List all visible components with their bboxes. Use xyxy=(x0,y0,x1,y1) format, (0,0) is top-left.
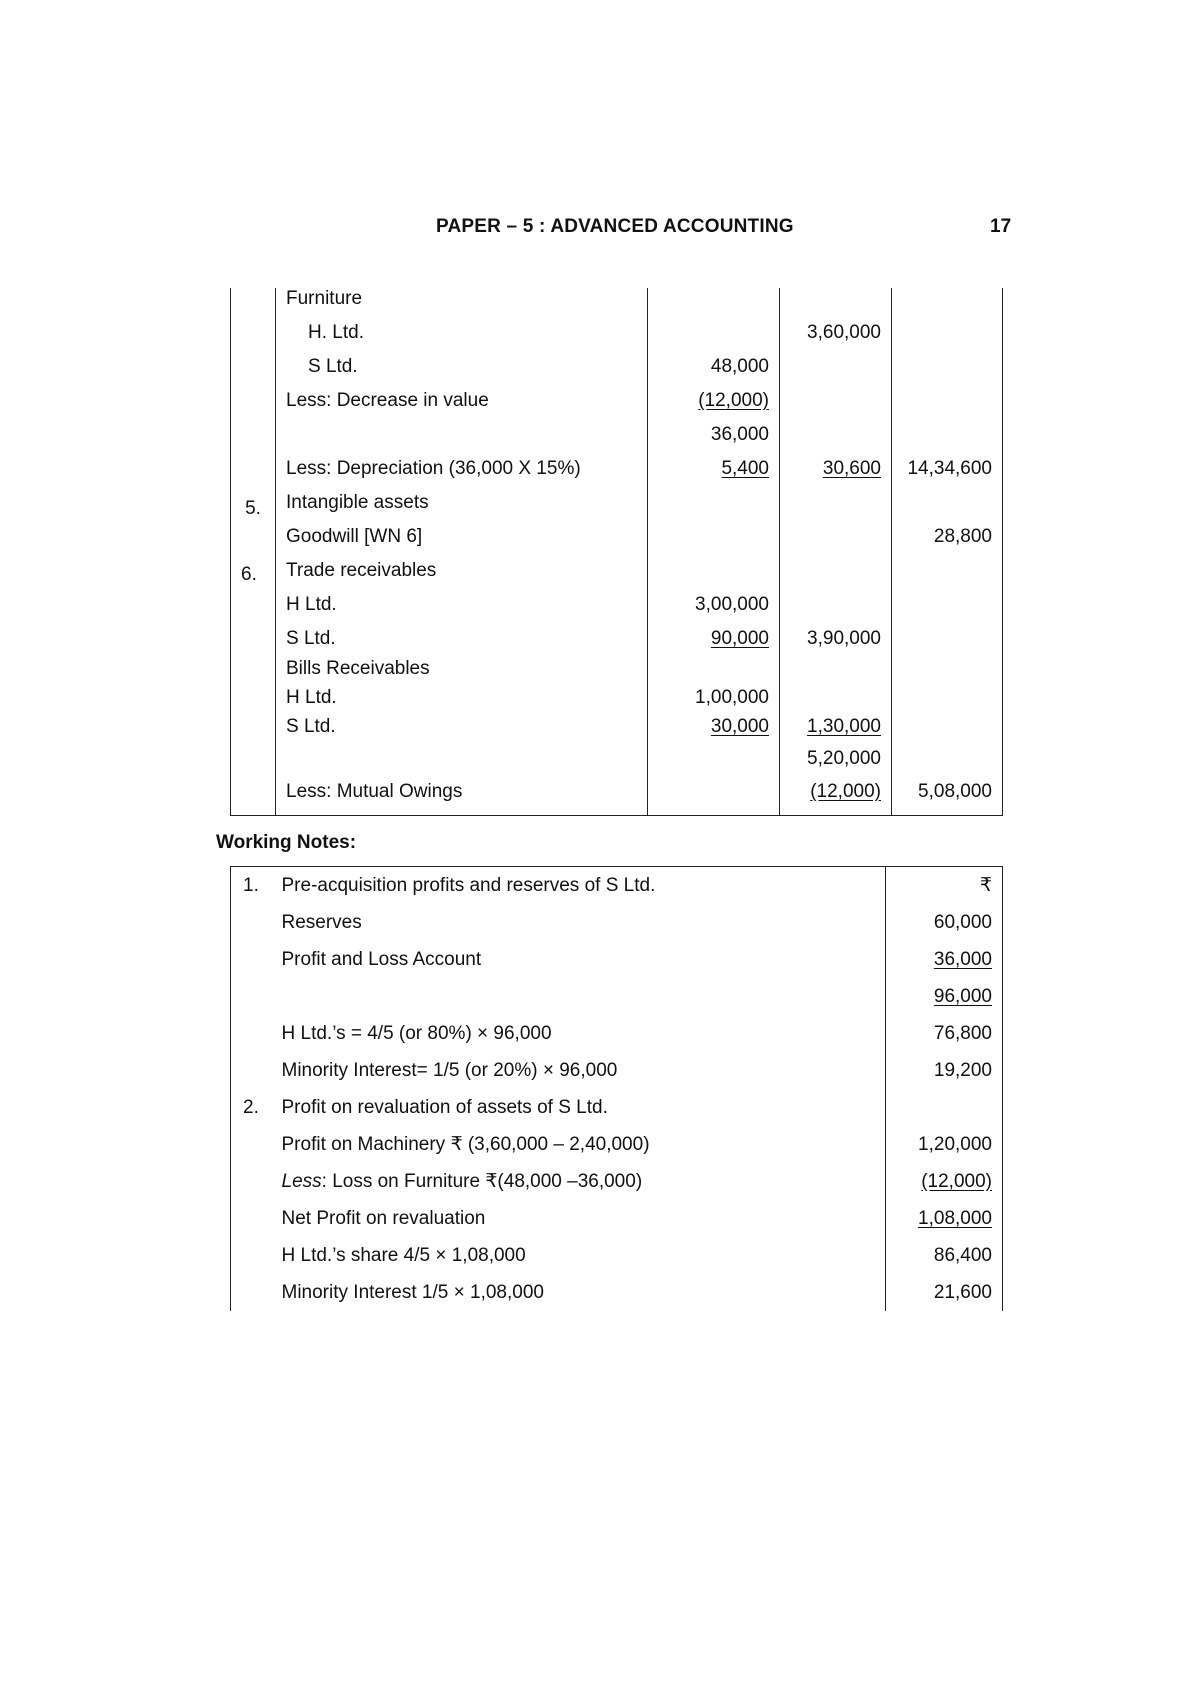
note-number: 1. xyxy=(231,867,282,905)
row-number xyxy=(231,748,276,781)
table-row xyxy=(231,978,1003,1015)
table-row xyxy=(231,1200,1003,1237)
table-row xyxy=(231,526,1003,560)
row-number: 6. xyxy=(231,560,276,594)
note-number xyxy=(231,1015,282,1052)
amount-col-1: 30,000 xyxy=(648,716,780,748)
row-label: Furniture xyxy=(276,288,648,322)
row-label: Less: Depreciation (36,000 X 15%) xyxy=(276,458,648,492)
amount-col-1 xyxy=(648,288,780,322)
row-label: S Ltd. xyxy=(276,356,648,390)
row-label: H Ltd. xyxy=(276,687,648,716)
amount-col-2 xyxy=(780,356,892,390)
table-row xyxy=(231,1089,1003,1126)
note-number xyxy=(231,904,282,941)
note-number xyxy=(231,1237,282,1274)
amount-col-2: 5,20,000 xyxy=(780,748,892,781)
note-label xyxy=(282,1163,886,1200)
note-label: H Ltd.’s = 4/5 (or 80%) × 96,000 xyxy=(281,1022,552,1044)
note-label: Minority Interest= 1/5 (or 20%) × 96,000 xyxy=(281,1059,618,1081)
page-number: 17 xyxy=(990,216,1012,237)
table-row xyxy=(231,288,1003,322)
amount-col-3 xyxy=(892,658,1003,687)
row-number xyxy=(231,458,276,492)
amount-col-1: 1,00,000 xyxy=(648,687,780,716)
note-number xyxy=(231,978,282,1015)
note-label: Pre-acquisition profits and reserves of S Ltd. xyxy=(282,867,886,905)
amount-col-2: 1,30,000 xyxy=(780,716,892,748)
note-amount: 1,20,000 xyxy=(886,1126,1003,1163)
row-number xyxy=(231,356,276,390)
table-row xyxy=(231,867,1003,905)
amount-col-1 xyxy=(648,492,780,526)
amount-col-2 xyxy=(780,390,892,424)
amount-col-1 xyxy=(648,322,780,356)
note-number xyxy=(231,1126,282,1163)
amount-col-3 xyxy=(892,492,1003,526)
note-amount: 76,800 xyxy=(886,1015,1003,1052)
table-row xyxy=(231,356,1003,390)
amount-col-2 xyxy=(780,560,892,594)
row-label: Bills Receivables xyxy=(276,658,648,687)
note-amount: 96,000 xyxy=(886,978,1003,1015)
amount-col-3 xyxy=(892,687,1003,716)
table-row xyxy=(231,390,1003,424)
amount-col-2: 30,600 xyxy=(780,458,892,492)
table-row xyxy=(231,658,1003,687)
amount-col-3: 14,34,600 xyxy=(892,458,1003,492)
table-row xyxy=(231,594,1003,628)
table-row xyxy=(231,941,1003,978)
note-number xyxy=(231,1200,282,1237)
amount-col-3 xyxy=(892,356,1003,390)
row-label: Trade receivables xyxy=(276,560,648,594)
table-row xyxy=(231,748,1003,781)
amount-col-2 xyxy=(780,424,892,458)
amount-col-1: (12,000) xyxy=(648,390,780,424)
row-label: H Ltd. xyxy=(276,594,648,628)
note-number xyxy=(231,1274,282,1311)
note-label: H Ltd.’s share 4/5 × 1,08,000 xyxy=(281,1244,526,1266)
amount-col-2: (12,000) xyxy=(780,781,892,815)
working-notes-heading: Working Notes: xyxy=(216,832,357,853)
note-amount: 86,400 xyxy=(886,1237,1003,1274)
note-number: 2. xyxy=(231,1089,282,1126)
table-row xyxy=(231,1237,1003,1274)
table-row xyxy=(231,1274,1003,1311)
row-label: Intangible assets xyxy=(276,492,648,526)
table-row xyxy=(231,904,1003,941)
note-amount: 19,200 xyxy=(886,1052,1003,1089)
amount-col-3: 28,800 xyxy=(892,526,1003,560)
row-number xyxy=(231,526,276,560)
amount-col-1 xyxy=(648,748,780,781)
amount-col-3 xyxy=(892,594,1003,628)
row-number xyxy=(231,658,276,687)
row-number xyxy=(231,716,276,748)
note-label: Minority Interest 1/5 × 1,08,000 xyxy=(281,1281,544,1303)
amount-col-3 xyxy=(892,748,1003,781)
note-amount: 1,08,000 xyxy=(886,1200,1003,1237)
note-amount xyxy=(886,1089,1003,1126)
note-amount: 21,600 xyxy=(886,1274,1003,1311)
row-number xyxy=(231,628,276,658)
amount-col-1 xyxy=(648,526,780,560)
row-label xyxy=(276,424,648,458)
amount-col-1: 3,00,000 xyxy=(648,594,780,628)
amount-col-3 xyxy=(892,322,1003,356)
amount-col-3 xyxy=(892,716,1003,748)
amount-col-2: 3,60,000 xyxy=(780,322,892,356)
table-row xyxy=(231,716,1003,748)
row-label: Less: Decrease in value xyxy=(276,390,648,424)
row-label xyxy=(276,748,648,781)
note-number xyxy=(231,1163,282,1200)
amount-col-2 xyxy=(780,658,892,687)
table-row xyxy=(231,560,1003,594)
amount-col-2 xyxy=(780,492,892,526)
amount-col-2 xyxy=(780,288,892,322)
note-amount: 60,000 xyxy=(886,904,1003,941)
table-row xyxy=(231,781,1003,815)
working-notes-table xyxy=(230,866,1003,1311)
table-row xyxy=(231,687,1003,716)
amount-col-1: 90,000 xyxy=(648,628,780,658)
row-number xyxy=(231,288,276,322)
note-number xyxy=(231,1052,282,1089)
note-amount: (12,000) xyxy=(886,1163,1003,1200)
row-number: 5. xyxy=(231,492,276,526)
row-label: Less: Mutual Owings xyxy=(276,781,648,815)
consolidated-assets-table xyxy=(230,288,1003,816)
amount-col-3 xyxy=(892,390,1003,424)
amount-col-1 xyxy=(648,560,780,594)
note-amount: ₹ xyxy=(886,867,1003,905)
row-number xyxy=(231,781,276,815)
table-row xyxy=(231,1163,1003,1200)
table-row xyxy=(231,1126,1003,1163)
amount-col-2 xyxy=(780,594,892,628)
less-label: Less xyxy=(281,1171,322,1192)
amount-col-3 xyxy=(892,424,1003,458)
table-row xyxy=(231,322,1003,356)
note-amount: 36,000 xyxy=(886,941,1003,978)
amount-col-3 xyxy=(892,560,1003,594)
page-title: PAPER – 5 : ADVANCED ACCOUNTING xyxy=(436,216,794,237)
note-number xyxy=(231,941,282,978)
row-number xyxy=(231,687,276,716)
amount-col-2 xyxy=(780,687,892,716)
table-row xyxy=(231,424,1003,458)
table-row xyxy=(231,628,1003,658)
page-header xyxy=(0,216,1191,246)
note-label xyxy=(282,978,886,1015)
amount-col-3 xyxy=(892,628,1003,658)
row-number xyxy=(231,390,276,424)
amount-col-1 xyxy=(648,658,780,687)
amount-col-1 xyxy=(648,781,780,815)
amount-col-2: 3,90,000 xyxy=(780,628,892,658)
row-label: S Ltd. xyxy=(276,716,648,748)
row-label: Goodwill [WN 6] xyxy=(276,526,648,560)
amount-col-1: 36,000 xyxy=(648,424,780,458)
amount-col-1: 48,000 xyxy=(648,356,780,390)
row-number xyxy=(231,594,276,628)
amount-col-2 xyxy=(780,526,892,560)
amount-col-3: 5,08,000 xyxy=(892,781,1003,815)
amount-col-1: 5,400 xyxy=(648,458,780,492)
table-row xyxy=(231,458,1003,492)
table-row xyxy=(231,1015,1003,1052)
note-label: Net Profit on revaluation xyxy=(281,1207,486,1229)
row-label: S Ltd. xyxy=(276,628,648,658)
note-label: Profit and Loss Account xyxy=(281,948,482,970)
table-row xyxy=(231,492,1003,526)
amount-col-3 xyxy=(892,288,1003,322)
note-label: Profit on revaluation of assets of S Ltd. xyxy=(281,1096,608,1118)
note-label-text: : Loss on Furniture ₹(48,000 –36,000) xyxy=(321,1171,643,1192)
row-number xyxy=(231,322,276,356)
row-label: H. Ltd. xyxy=(276,322,648,356)
note-label: Profit on Machinery ₹ (3,60,000 – 2,40,000) xyxy=(281,1134,650,1155)
note-label: Reserves xyxy=(281,911,362,933)
table-row xyxy=(231,1052,1003,1089)
row-number xyxy=(231,424,276,458)
